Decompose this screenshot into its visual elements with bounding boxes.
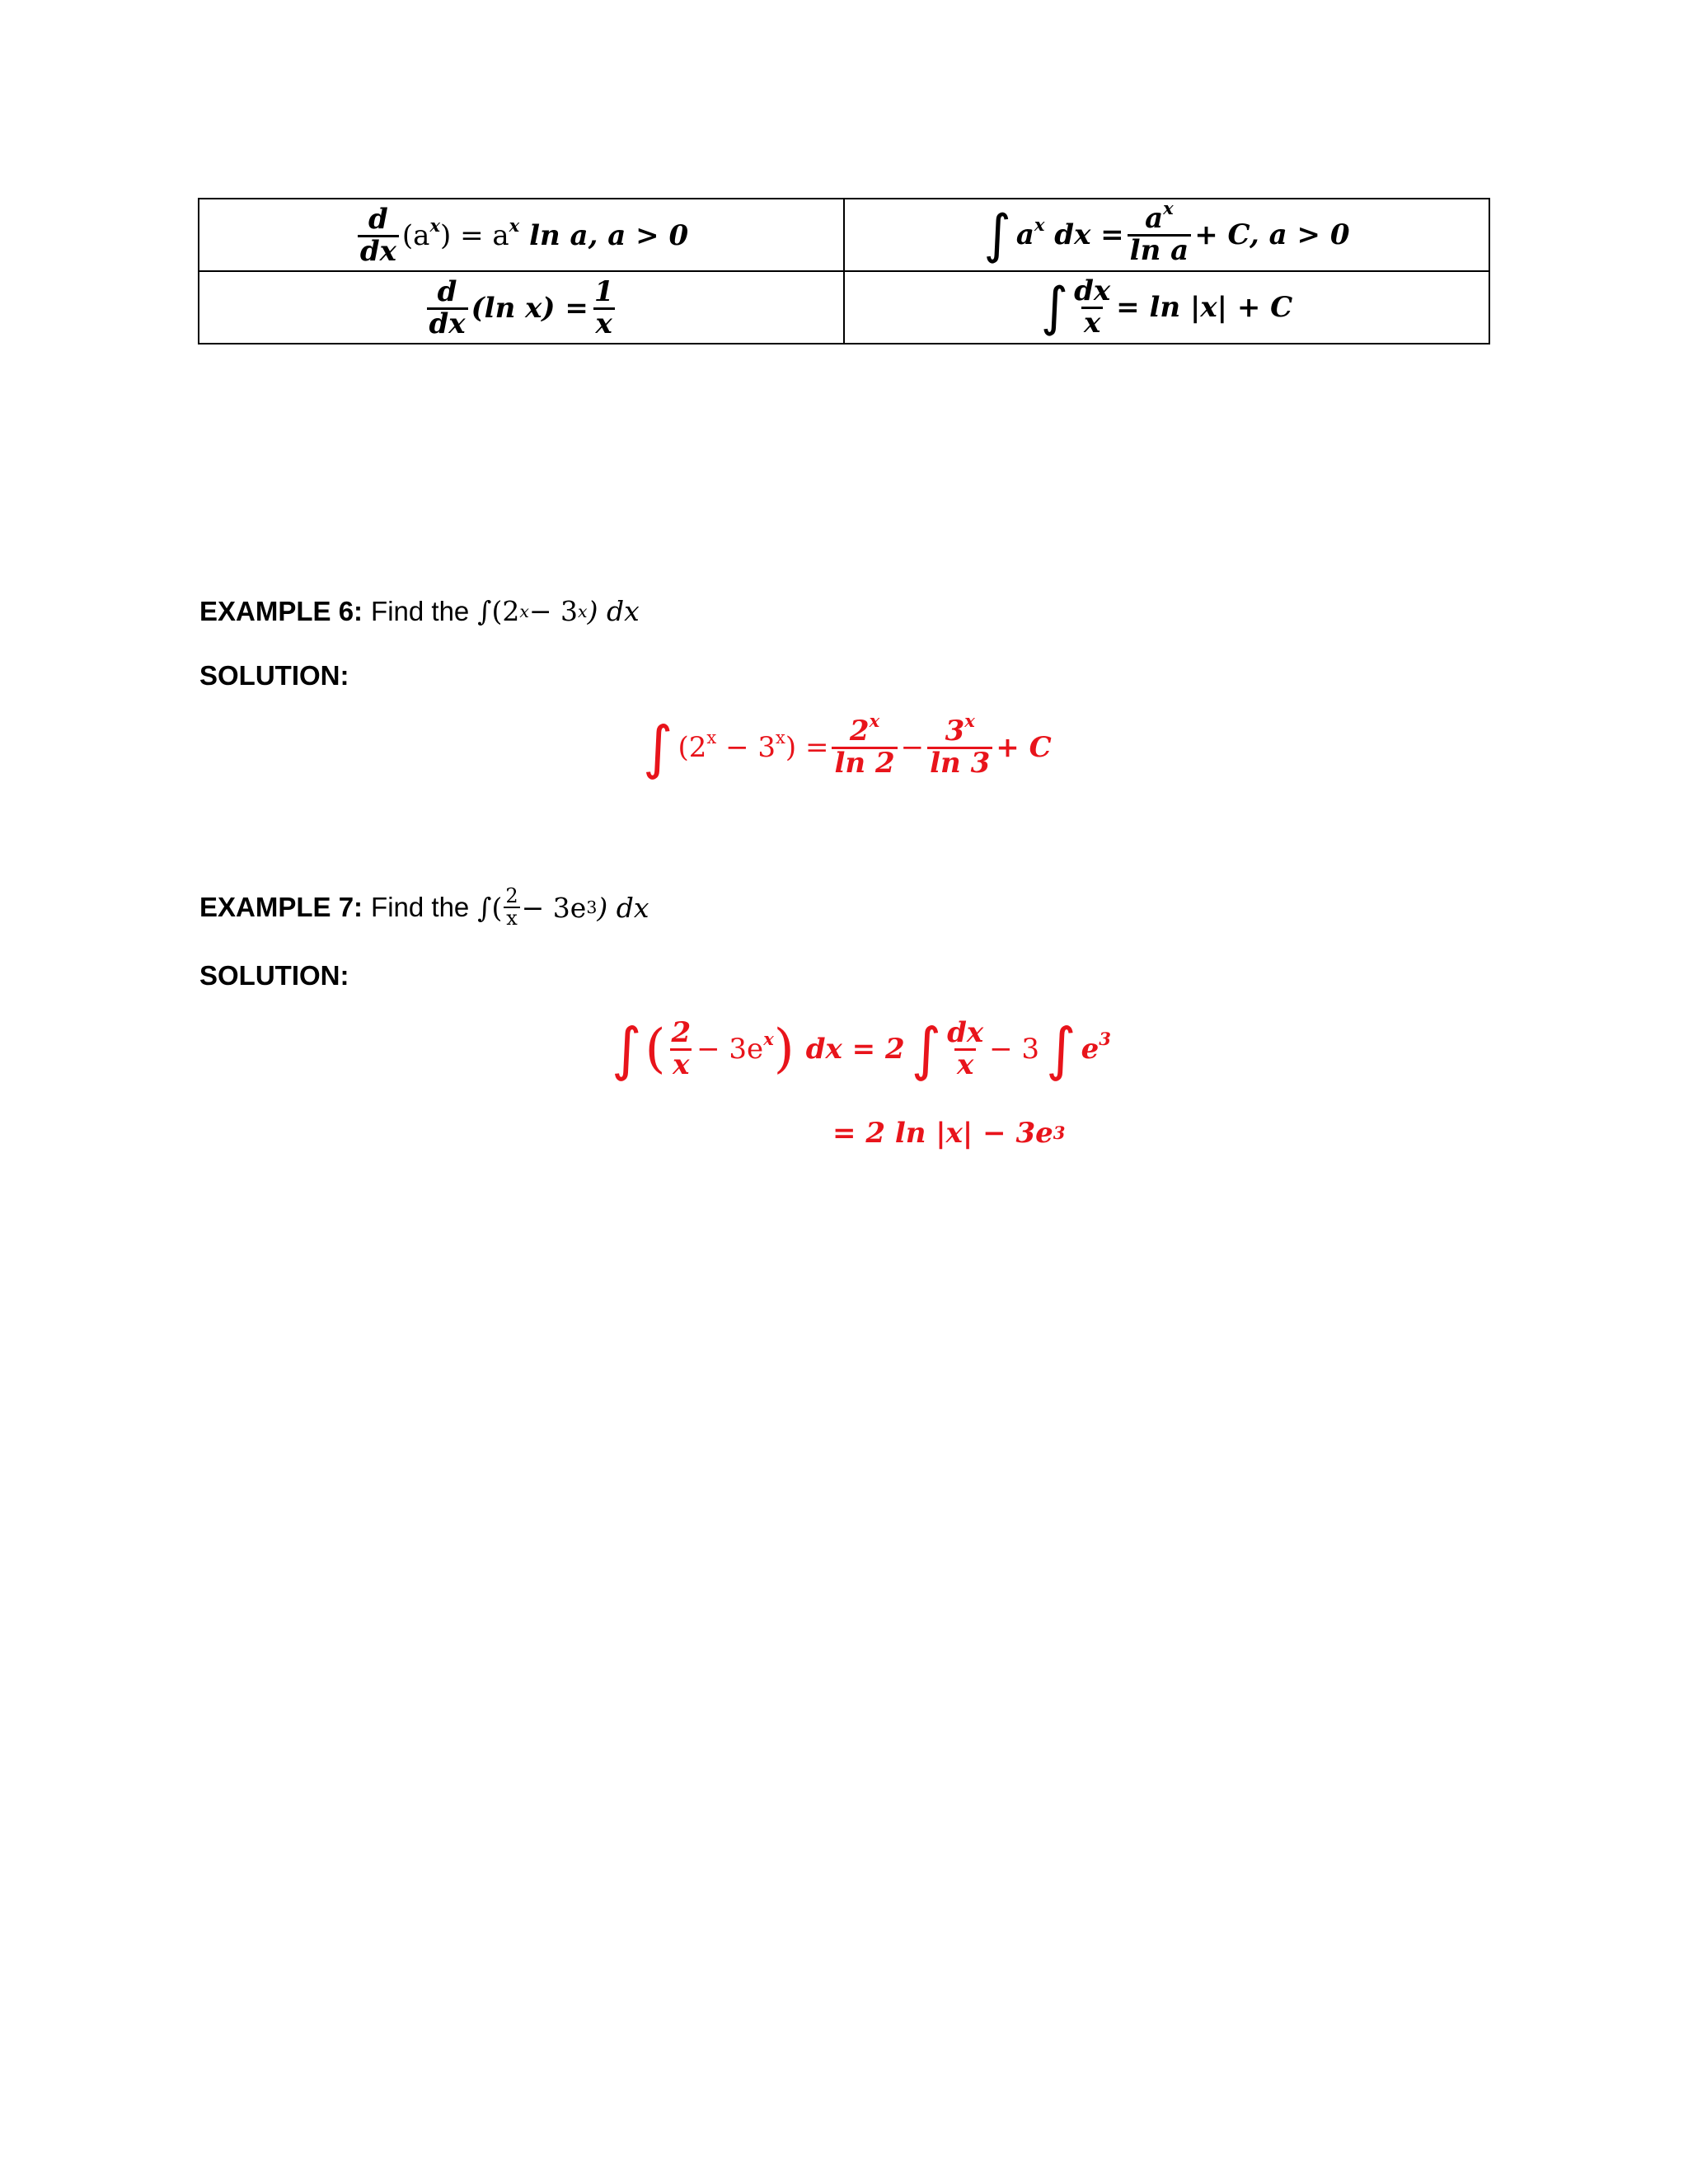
one-over-x-fraction: $\frac{1}{x}$ — [593, 274, 614, 340]
integral-log-cell — [844, 271, 1489, 344]
derivative-log-cell — [199, 271, 844, 344]
two-x-over-ln2-fraction: $\frac{2^x}{\ln 2}$ — [832, 717, 897, 778]
integral-sign: ∫ — [612, 1015, 642, 1083]
integral-lhs: $a^x$ dx = — [1015, 214, 1124, 251]
example-7-label: EXAMPLE 7: — [199, 892, 363, 923]
d-dx-fraction: $\frac{d}{dx}$ — [427, 278, 468, 339]
example-6-expression: ∫ (2 x − 3 x ) dx — [477, 595, 640, 627]
example-7-solution-line-1: ∫ ( $\frac{2}{x}$ − $3e^x$ ) dx = 2 ∫ $\frac{dx}{x}$ − 3 ∫ $e^3$ — [612, 1015, 1111, 1083]
example-7-heading — [199, 886, 649, 929]
example-6-solution-label: SOLUTION: — [199, 660, 349, 691]
example-6-text: Find the — [371, 595, 470, 626]
integral-tail: = ln |x| + C — [1116, 291, 1293, 324]
integral-sign: ∫ — [1046, 1015, 1076, 1083]
example-7-text: Find the — [371, 892, 470, 923]
integral-sign: ∫ — [911, 1015, 942, 1083]
formula-table — [198, 198, 1490, 344]
a-x-over-ln-a-fraction: $\frac{a^x}{\text{ln a}}$ — [1128, 204, 1192, 265]
d-dx-fraction: $\frac{d}{dx}$ — [358, 205, 399, 266]
dx-over-x-fraction: $\frac{dx}{x}$ — [947, 1015, 984, 1081]
integral-sign: ∫ — [983, 204, 1011, 265]
example-7-expression: ∫ ( $\frac{2}{x}$ − 3e 3 ) dx — [477, 884, 649, 930]
example-7-solution-label: SOLUTION: — [199, 960, 349, 991]
integral-exponential-cell — [844, 199, 1489, 271]
derivative-expr: (ln x) = — [471, 292, 588, 325]
integral-sign: ∫ — [1040, 277, 1069, 338]
example-6-label: EXAMPLE 6: — [199, 595, 363, 626]
example-6-heading — [199, 595, 640, 627]
derivative-exponential-cell — [199, 199, 844, 271]
derivative-expr: $(a^x) = a^x$ ln a, a > 0 — [401, 215, 689, 252]
three-x-over-ln3-fraction: $\frac{3^x}{\ln 3}$ — [927, 717, 992, 778]
integral-sign: ∫ — [643, 714, 673, 781]
integral-tail: + C, a > 0 — [1194, 218, 1350, 251]
example-7-solution-line-2: = 2 ln |x| − 3e 3 — [832, 1117, 1066, 1150]
dx-over-x-fraction: $\frac{dx}{x}$ — [1074, 274, 1111, 340]
table-row — [199, 271, 1489, 344]
table-row — [199, 199, 1489, 271]
example-6-solution: ∫ $(2^x - 3^x)$ = $\frac{2^x}{\ln 2}$ − $\frac{3^x}{\ln 3}$ + C — [643, 710, 1052, 781]
two-over-x-fraction: $\frac{2}{x}$ — [671, 1015, 692, 1081]
